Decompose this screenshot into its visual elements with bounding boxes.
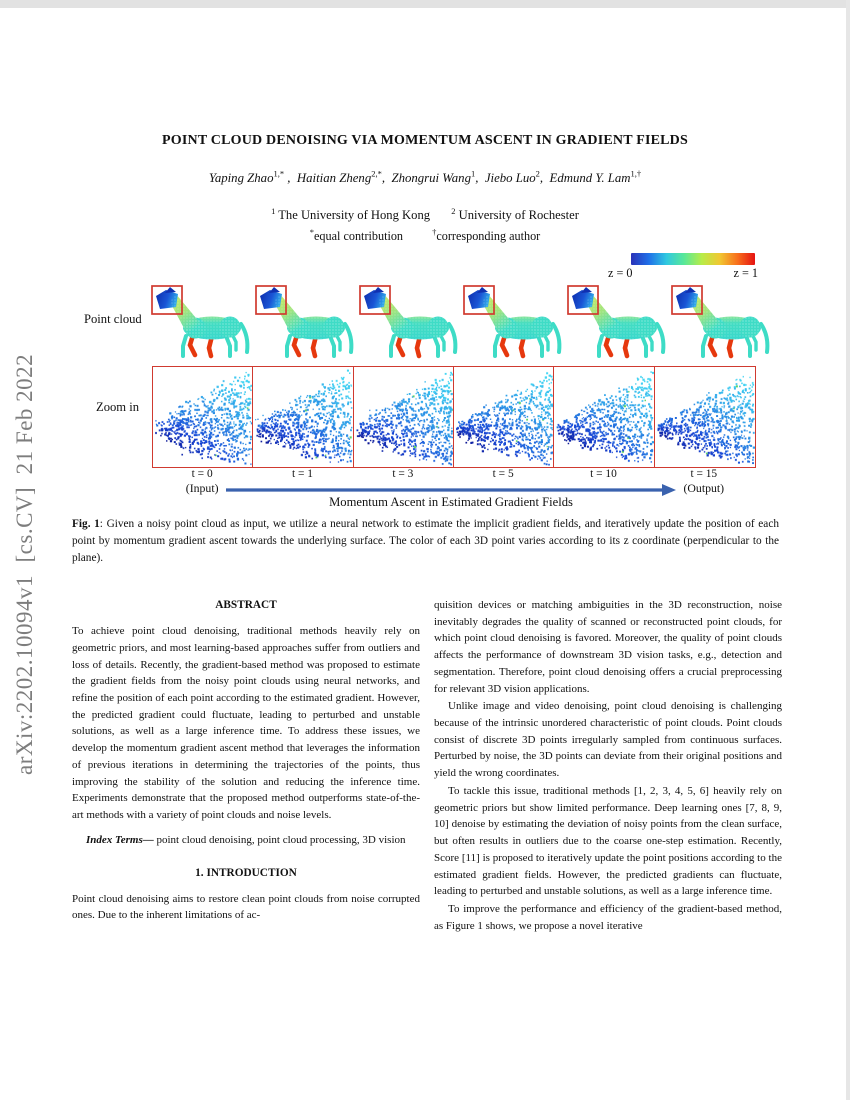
pointcloud-zoom-canvas bbox=[554, 367, 654, 467]
point-cloud-row bbox=[150, 284, 774, 362]
zoom-panel bbox=[453, 366, 555, 468]
horse-pointcloud bbox=[254, 284, 358, 362]
horse-pointcloud bbox=[462, 284, 566, 362]
zoom-in-row bbox=[152, 366, 754, 468]
time-label: t = 5 bbox=[492, 468, 514, 480]
body-paragraph: Unlike image and video denoising, point cloud denoising is challenging because of the intrinsic unordered characteristic of point clouds. Point clouds consist of discrete 3D points irregularly sampled from continuous surfaces. Perturbed by noise, the 3D points can deviate from their original positions and yield the wrong coordinates. bbox=[434, 700, 782, 780]
page-edge-right bbox=[846, 0, 850, 1100]
introduction-heading: 1. INTRODUCTION bbox=[195, 866, 297, 879]
pointcloud-zoom-canvas bbox=[354, 367, 454, 467]
page-edge-top bbox=[0, 0, 850, 8]
caption-tag: Fig. 1 bbox=[72, 518, 100, 530]
time-label: t = 0 (Input) bbox=[152, 468, 252, 496]
author: Haitian Zheng$^{2,*}$, bbox=[296, 169, 389, 186]
contribution-notes bbox=[0, 227, 850, 244]
pointcloud-zoom-canvas bbox=[655, 367, 755, 467]
arxiv-watermark: arXiv:2202.10094v1 [cs.CV] 21 Feb 2022 bbox=[12, 353, 37, 775]
zoom-panel bbox=[553, 366, 655, 468]
pointcloud-zoom-canvas bbox=[153, 367, 253, 467]
left-column bbox=[72, 597, 420, 935]
row-label-point-cloud: Point cloud bbox=[84, 312, 142, 326]
colorbar-max-label: z = 1 bbox=[733, 266, 758, 280]
body-paragraph: To tackle this issue, traditional methods [1, 2, 3, 4, 5, 6] heavily rely on geometric priors but show limited performance. Deep learning ones [7, 8, 9, 10] denoise by estimating the deviation of noisy points from the clean surface, but often results in outliers due to the coarse one-step estimation. Recently, Score [11] is proposed to iteratively update the point positions according to the estimated gradient fields. However, the predicted gradients can fluctuate, leading to perturbed and unstable solutions, as well as a large inference time. bbox=[434, 784, 782, 898]
input-label: (Input) bbox=[185, 481, 219, 495]
author: Yaping Zhao$^{1,*}$ , bbox=[208, 169, 294, 186]
time-label: t = 3 bbox=[392, 468, 414, 480]
author: Zhongrui Wang$^1$, bbox=[391, 169, 482, 186]
abstract-heading: ABSTRACT bbox=[215, 599, 277, 611]
zoom-panel bbox=[252, 366, 354, 468]
affiliation-line bbox=[0, 206, 850, 223]
zoom-panel bbox=[353, 366, 455, 468]
horse-pointcloud bbox=[566, 284, 670, 362]
body-paragraph: quisition devices or matching ambiguities in the 3D reconstruction, noise inevitably degrades the quality of scanned or reconstructed point clouds, for which point cloud denoising is favored. Moreover, the quality of point clouds affects the performance of downstream 3D vision tasks, e.g., detection and segmentation. Therefore, point cloud denoising offers a crucial preprocessing for relevant 3D vision applications. bbox=[434, 599, 782, 695]
body-paragraph: To improve the performance and efficiency of the gradient-based method, as Figure 1 shows, we propose a novel iterative bbox=[434, 902, 782, 932]
affiliation: $^2$ University of Rochester bbox=[451, 206, 579, 223]
affiliation: $^1$ The University of Hong Kong bbox=[271, 206, 431, 223]
time-label: t = 10 bbox=[590, 468, 617, 480]
corresponding-author-note: †corresponding author bbox=[432, 227, 541, 244]
figure-1 bbox=[0, 250, 850, 518]
author: Edmund Y. Lam$^{1,\dagger}$ bbox=[549, 169, 642, 186]
zoom-panel bbox=[152, 366, 254, 468]
author: Jiebo Luo$^2$, bbox=[484, 169, 547, 186]
author-line bbox=[0, 169, 850, 186]
paper-title: POINT CLOUD DENOISING VIA MOMENTUM ASCENT IN GRADIENT FIELDS bbox=[162, 133, 688, 148]
introduction-paragraph: Point cloud denoising aims to restore clean point clouds from noise corrupted ones. Due to the inherent limitations of ac- bbox=[72, 892, 420, 922]
colorbar-gradient bbox=[631, 253, 755, 265]
zoom-panel bbox=[654, 366, 756, 468]
pointcloud-zoom-canvas bbox=[253, 367, 353, 467]
right-column bbox=[434, 597, 782, 935]
equal-contribution-note: *equal contribution bbox=[309, 227, 404, 244]
row-label-zoom-in: Zoom in bbox=[96, 400, 140, 414]
colorbar-min-label: z = 0 bbox=[608, 266, 633, 280]
index-terms: Index Terms— point cloud denoising, point cloud processing, 3D vision bbox=[86, 833, 406, 846]
figure-caption: Fig. 1: Given a noisy point cloud as input, we utilize a neural network to estimate the implicit gradient fields, and iteratively update the position of each point by momentum gradient ascent towards the underlying surface. The color of each 3D point varies according to its z coordinate (perpendicular to the plane). bbox=[72, 518, 779, 564]
momentum-arrow-label: Momentum Ascent in Estimated Gradient Fields bbox=[329, 495, 573, 509]
output-label: (Output) bbox=[683, 481, 725, 495]
time-label: t = 15 (Output) bbox=[654, 468, 754, 496]
pointcloud-zoom-canvas bbox=[454, 367, 554, 467]
two-column-body bbox=[72, 597, 782, 935]
horse-pointcloud bbox=[150, 284, 254, 362]
colorbar bbox=[608, 253, 758, 281]
time-label: t = 1 bbox=[292, 468, 313, 480]
abstract-paragraph: To achieve point cloud denoising, traditional methods heavily rely on geometric priors, and most learning-based approaches suffer from outliers and loss of details. Recently, the gradient-based method was proposed to estimate the gradient fields from the noisy point clouds using neural networks, and refine the position of each point according to the estimated gradient. However, the predicted gradient could fluctuate, leading to perturbed and unstable solutions, as well as a large inference time. To address these issues, we develop the momentum gradient ascent method that leverages the information of previous iterations in determining the trajectories of the points, thus improving the stability of the solution and reducing the inference time. Experiments demonstrate that the proposed method outperforms state-of-the-art methods with a variety of point clouds and noise levels. bbox=[72, 625, 420, 822]
horse-pointcloud bbox=[358, 284, 462, 362]
horse-pointcloud bbox=[670, 284, 774, 362]
